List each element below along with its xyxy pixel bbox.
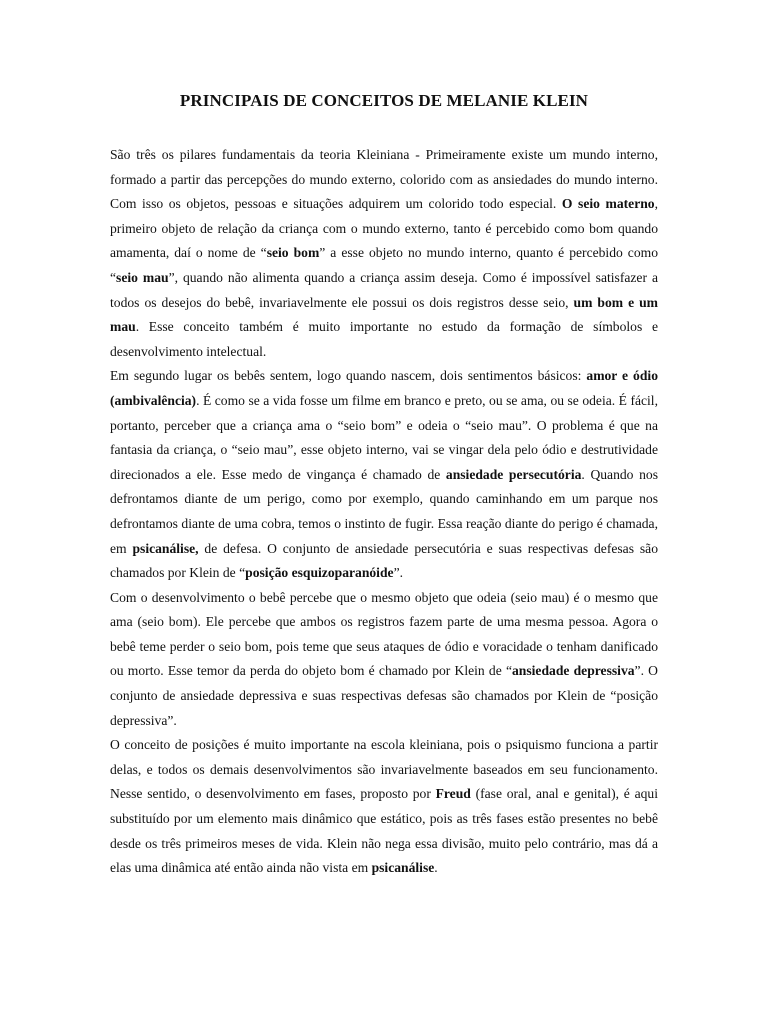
bold-term: posição esquizoparanóide xyxy=(245,565,394,581)
text-run: , primeiro objeto de relação da criança com o mundo externo, tanto é percebido como bom quando amamenta, daí o nome de “ xyxy=(110,196,658,261)
paragraph-pillars xyxy=(110,143,658,364)
bold-term: seio mau xyxy=(116,269,169,285)
text-run: Com o desenvolvimento o bebê percebe que o mesmo objeto que odeia (seio mau) é o mesmo que ama (seio bom). Ele percebe que ambos os registros fazem parte de uma mesma pessoa. Agora o bebê teme perder o seio bom, pois teme que seus ataques de ódio e voracidade o tenham danificado ou morto. Esse temor da perda do objeto bom é chamado por Klein de “ xyxy=(110,589,658,679)
text-run: ”, quando não alimenta quando a criança assim deseja. Como é impossível satisfazer a todos os desejos do bebê, invariavelmente ele possui os dois registros desse seio, xyxy=(110,269,658,310)
text-run: . xyxy=(434,860,438,876)
paragraph-positions-concept xyxy=(110,733,658,881)
text-run: . Esse conceito também é muito importante no estudo da formação de símbolos e desenvolvimento intelectual. xyxy=(110,319,658,359)
bold-term: amor e ódio (ambivalência) xyxy=(110,368,658,408)
text-run: . Quando nos defrontamos diante de um perigo, como por exemplo, quando caminhando em um parque nos defrontamos diante de uma cobra, temos o instinto de fugir. Essa reação diante do perigo é chamada, em xyxy=(110,466,658,556)
document-page xyxy=(110,0,658,881)
bold-term: O seio materno xyxy=(561,196,655,212)
text-run: (fase oral, anal e genital), é aqui substituído por um elemento mais dinâmico que estático, pois as três fases estão presentes no bebê desde os três primeiros meses de vida. Klein não nega essa divisão, muito pelo contrário, mas dá a elas uma dinâmica até então ainda não vista em xyxy=(110,786,658,876)
bold-term: psicanálise, xyxy=(132,540,199,556)
text-run: São três os pilares fundamentais da teoria Kleiniana - Primeiramente existe um mundo interno, formado a partir das percepções do mundo externo, colorido com as ansiedades do mundo interno. Com isso os objetos, pessoas e situações adquirem um colorido todo especial. xyxy=(110,147,658,212)
text-run: ” a esse objeto no mundo interno, quanto é percebido como “ xyxy=(110,245,658,285)
bold-term: Freud xyxy=(435,786,471,802)
bold-term: ansiedade depressiva xyxy=(512,663,635,679)
bold-term: seio bom xyxy=(266,245,320,261)
text-run: Em segundo lugar os bebês sentem, logo quando nascem, dois sentimentos básicos: xyxy=(110,368,587,384)
text-run: ”. xyxy=(393,565,403,581)
bold-term: ansiedade persecutória xyxy=(445,466,582,482)
paragraph-depressive-position xyxy=(110,586,658,734)
bold-term: um bom e um mau xyxy=(110,294,658,335)
document-title: PRINCIPAIS DE CONCEITOS DE MELANIE KLEIN xyxy=(179,91,589,110)
bold-term: psicanálise xyxy=(371,860,435,876)
text-run: ”. O conjunto de ansiedade depressiva e suas respectivas defesas são chamados por Klein de “posição depressiva”. xyxy=(110,663,658,728)
text-run: . É como se a vida fosse um filme em branco e preto, ou se ama, ou se odeia. É fácil, portanto, perceber que a criança ama o “seio bom” e odeia o “seio mau”. O problema é que na fantasia da criança, o “seio mau”, esse objeto interno, vai se vingar dela pelo ódio e destrutividade direcionados a ele. Esse medo de vingança é chamado de xyxy=(110,392,658,482)
text-run: O conceito de posições é muito importante na escola kleiniana, pois o psiquismo funciona a partir delas, e todos os demais desenvolvimentos são invariavelmente baseados em seu funcionamento. Nesse sentido, o desenvolvimento em fases, proposto por xyxy=(110,737,658,802)
paragraph-ambivalence xyxy=(110,364,658,585)
text-run: de defesa. O conjunto de ansiedade persecutória e suas respectivas defesas são chamados por Klein de “ xyxy=(110,540,658,581)
document-body xyxy=(110,143,658,881)
